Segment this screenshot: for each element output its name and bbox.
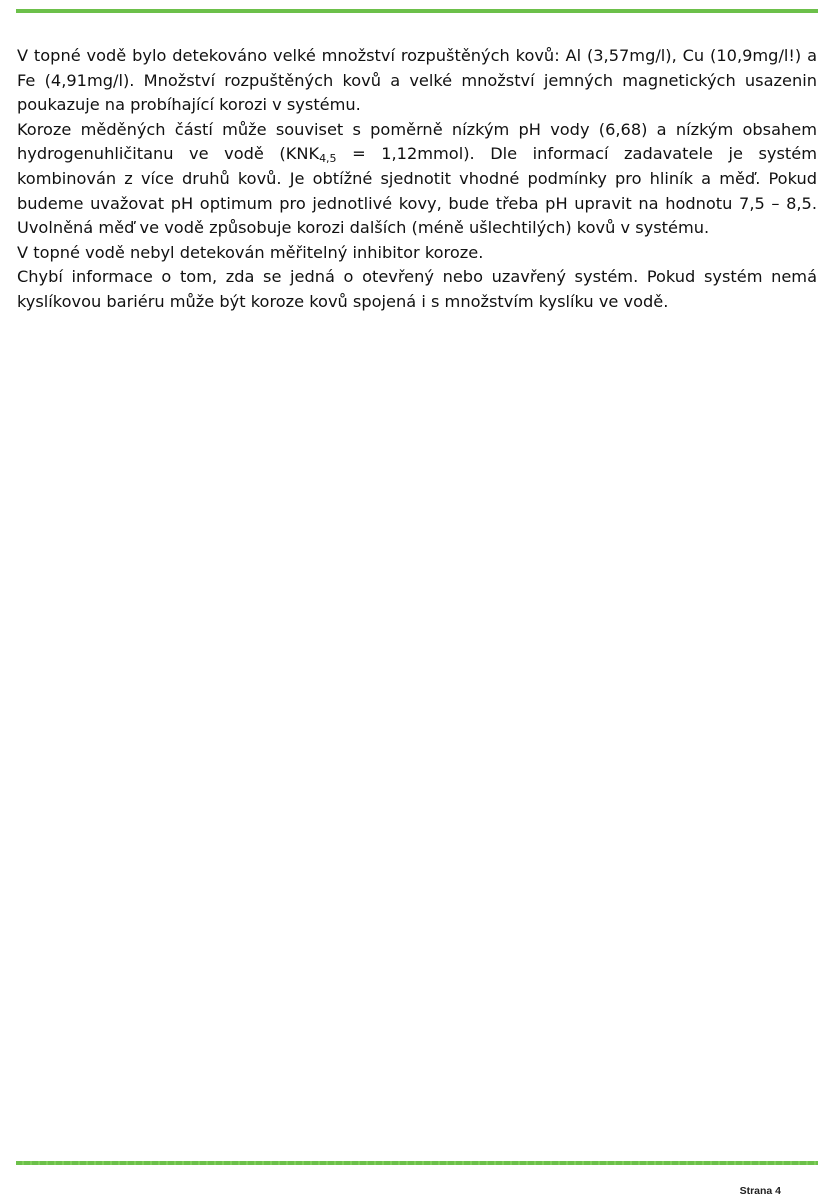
top-green-rule [16, 9, 818, 13]
page-number: Strana 4 [739, 1185, 781, 1197]
paragraph-copper-corrosion [17, 118, 817, 241]
copper-corrosion-text: Koroze měděných částí může souviset s poměrně nízkým pH vody (6,68) a nízkým obsahem hydrogenuhličitanu ve vodě [17, 119, 817, 164]
paragraph-inhibitor: V topné vodě nebyl detekován měřitelný inhibitor koroze. [17, 242, 484, 262]
bottom-green-rule [16, 1161, 818, 1165]
paragraph-dissolved-metals: V topné vodě bylo detekováno velké množství rozpuštěných kovů: Al (3,57mg/l), Cu (10,9mg/l!) a Fe (4,91mg/l). Množství rozpuštěných kovů a velké množství jemných magnetických usazenin poukazuje na probíhající korozi v systému. [17, 46, 817, 115]
knk-prefix: (KNK [279, 144, 320, 164]
document-body [17, 44, 817, 315]
knk-suffix: = 1,12mmol). Dle informací zadavatele je systém kombinován z více druhů kovů. Je obtížné sjednotit vhodné podmínky pro hliník a měď. Pokud budeme uvažovat pH optimum pro jednotlivé kovy, bude třeba pH upravit na hodnotu 7,5 – 8,5. Uvolněná měď ve vodě způsobuje korozi dalších (méně ušlechtilých) kovů v systému. [17, 144, 817, 238]
knk-subscript: 4,5 [319, 152, 337, 166]
paragraph-system-type: Chybí informace o tom, zda se jedná o otevřený nebo uzavřený systém. Pokud systém nemá kyslíkovou bariéru může být koroze kovů spojená i s množstvím kyslíku ve vodě. [17, 267, 817, 311]
